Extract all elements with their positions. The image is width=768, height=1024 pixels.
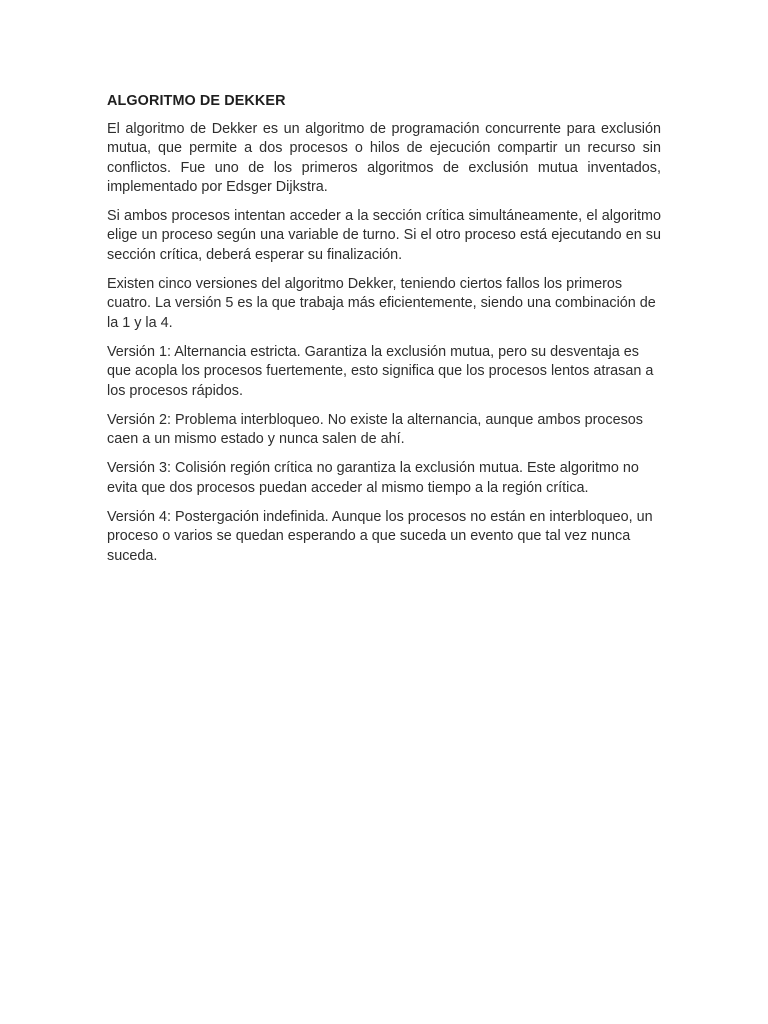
paragraph-versions: Existen cinco versiones del algoritmo Dekker, teniendo ciertos fallos los primeros cuatro. La versión 5 es la que trabaja más eficientemente, siendo una combinación de la 1 y la 4. [107,276,656,331]
paragraph-version-4: Versión 4: Postergación indefinida. Aunque los procesos no están en interbloqueo, un proceso o varios se quedan esperando a que suceda un evento que tal vez nunca suceda. [107,509,653,564]
paragraph-version-3: Versión 3: Colisión región crítica no garantiza la exclusión mutua. Este algoritmo no evita que dos procesos puedan acceder al mismo tiempo a la región crítica. [107,460,639,496]
paragraph-version-2: Versión 2: Problema interbloqueo. No existe la alternancia, aunque ambos procesos caen a un mismo estado y nunca salen de ahí. [107,411,643,448]
paragraph-intro: El algoritmo de Dekker es un algoritmo de programación concurrente para exclusión mutua, que permite a dos procesos o hilos de ejecución compartir un recurso sin conflictos. Fue uno de los primeros algoritmos de exclusión mutua inventados, implementado por Edsger Dijkstra. [107,121,661,195]
document-title: ALGORITMO DE DEKKER [107,93,286,109]
paragraph-critical-section: Si ambos procesos intentan acceder a la sección crítica simultáneamente, el algoritmo elige un proceso según una variable de turno. Si el otro proceso está ejecutando en su sección crítica, deberá esperar su finalización. [107,208,661,263]
paragraph-version-1: Versión 1: Alternancia estricta. Garantiza la exclusión mutua, pero su desventaja es que acopla los procesos fuertemente, esto significa que los procesos lentos atrasan a los procesos rápidos. [107,343,654,399]
